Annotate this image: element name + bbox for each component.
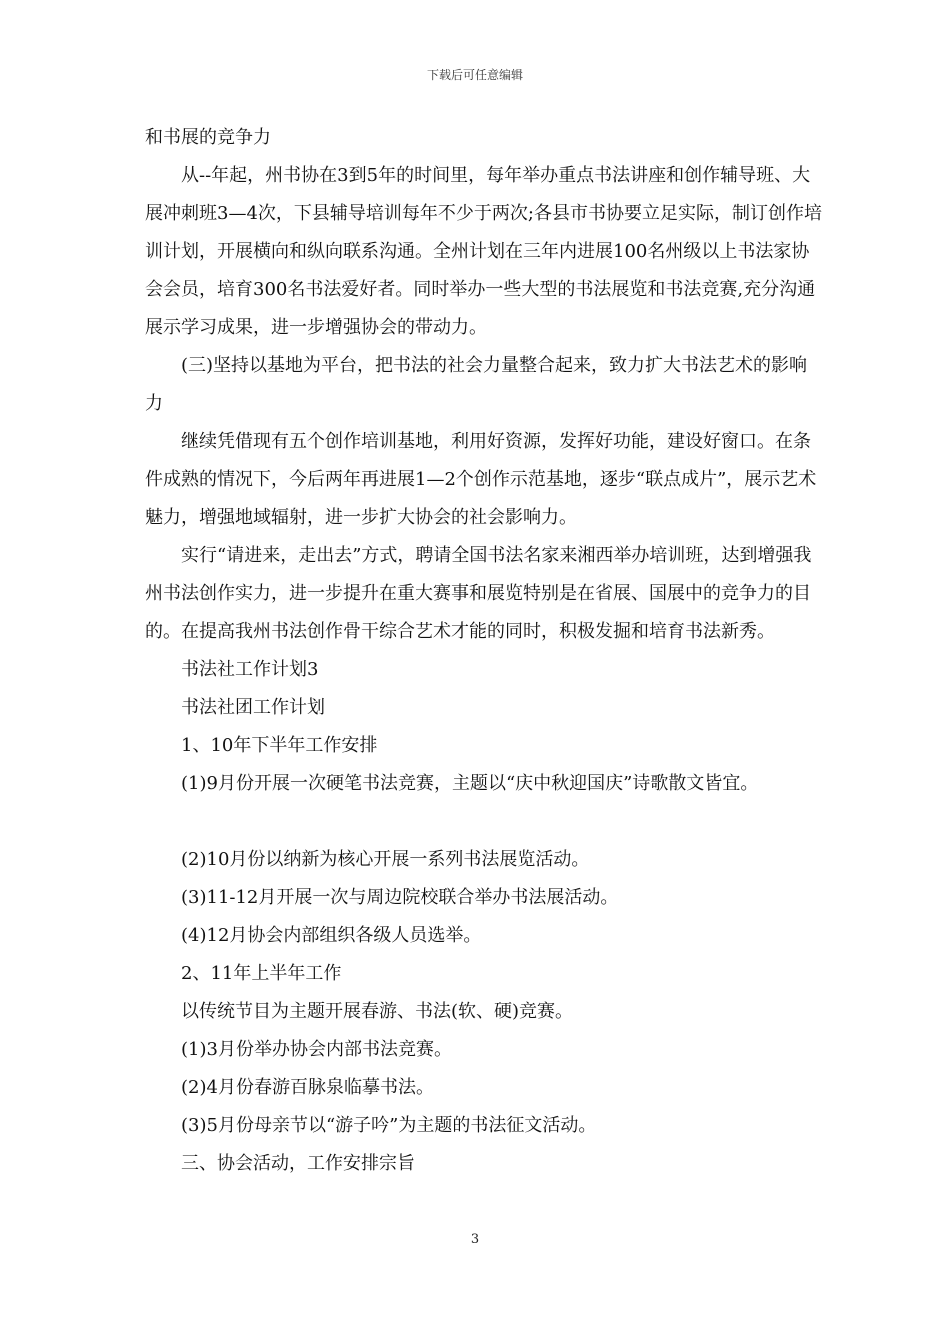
heading-second-half-2010: 1、10年下半年工作安排 <box>181 735 378 756</box>
heading-plan-3: 书法社工作计划3 <box>181 659 319 680</box>
page-number: 3 <box>470 1232 480 1247</box>
document-body <box>145 119 825 1183</box>
list-item: (2)10月份以纳新为核心开展一系列书法展览活动。 <box>181 849 590 870</box>
section-heading-activities: 三、协会活动，工作安排宗旨 <box>181 1153 415 1174</box>
paragraph-invite-masters: 实行“请进来，走出去”方式，聘请全国书法名家来湘西举办培训班，达到增强我州书法创作实力，进一步提升在重大赛事和展览特别是在省展、国展中的竞争力的目的。在提高我州书法创作骨干综合艺术才能的同时，积极发掘和培育书法新秀。 <box>145 545 812 642</box>
section-heading-base-platform: (三)坚持以基地为平台，把书法的社会力量整合起来，致力扩大书法艺术的影响力 <box>145 355 808 414</box>
page-header: 下载后可任意编辑 <box>426 68 523 82</box>
list-item: (1)9月份开展一次硬笔书法竞赛，主题以“庆中秋迎国庆”诗歌散文皆宜。 <box>181 773 759 794</box>
list-item: (3)11-12月开展一次与周边院校联合举办书法展活动。 <box>181 887 619 908</box>
list-item: (3)5月份母亲节以“游子吟”为主题的书法征文活动。 <box>181 1115 597 1136</box>
paragraph-traditional-festivals: 以传统节目为主题开展春游、书法(软、硬)竞赛。 <box>181 1001 574 1022</box>
list-item: (2)4月份春游百脉泉临摹书法。 <box>181 1077 434 1098</box>
list-item: (4)12月协会内部组织各级人员选举。 <box>181 925 482 946</box>
paragraph-continuation: 和书展的竞争力 <box>145 127 271 148</box>
heading-first-half-2011: 2、11年上半年工作 <box>181 963 342 984</box>
paragraph-training-plan: 从--年起，州书协在3到5年的时间里，每年举办重点书法讲座和创作辅导班、大展冲刺班3—4次，下县辅导培训每年不少于两次;各县市书协要立足实际，制订创作培训计划，开展横向和纵向联系沟通。全州计划在三年内进展100名州级以上书法家协会会员，培育300名书法爱好者。同时举办一些大型的书法展览和书法竞赛,充分沟通展示学习成果，进一步增强协会的带动力。 <box>145 165 822 338</box>
list-item: (1)3月份举办协会内部书法竞赛。 <box>181 1039 452 1060</box>
paragraph-training-bases: 继续凭借现有五个创作培训基地，利用好资源，发挥好功能，建设好窗口。在条件成熟的情况下，今后两年再进展1—2个创作示范基地，逐步“联点成片”，展示艺术魅力，增强地域辐射，进一步扩大协会的社会影响力。 <box>145 431 817 528</box>
heading-club-plan: 书法社团工作计划 <box>181 697 325 718</box>
